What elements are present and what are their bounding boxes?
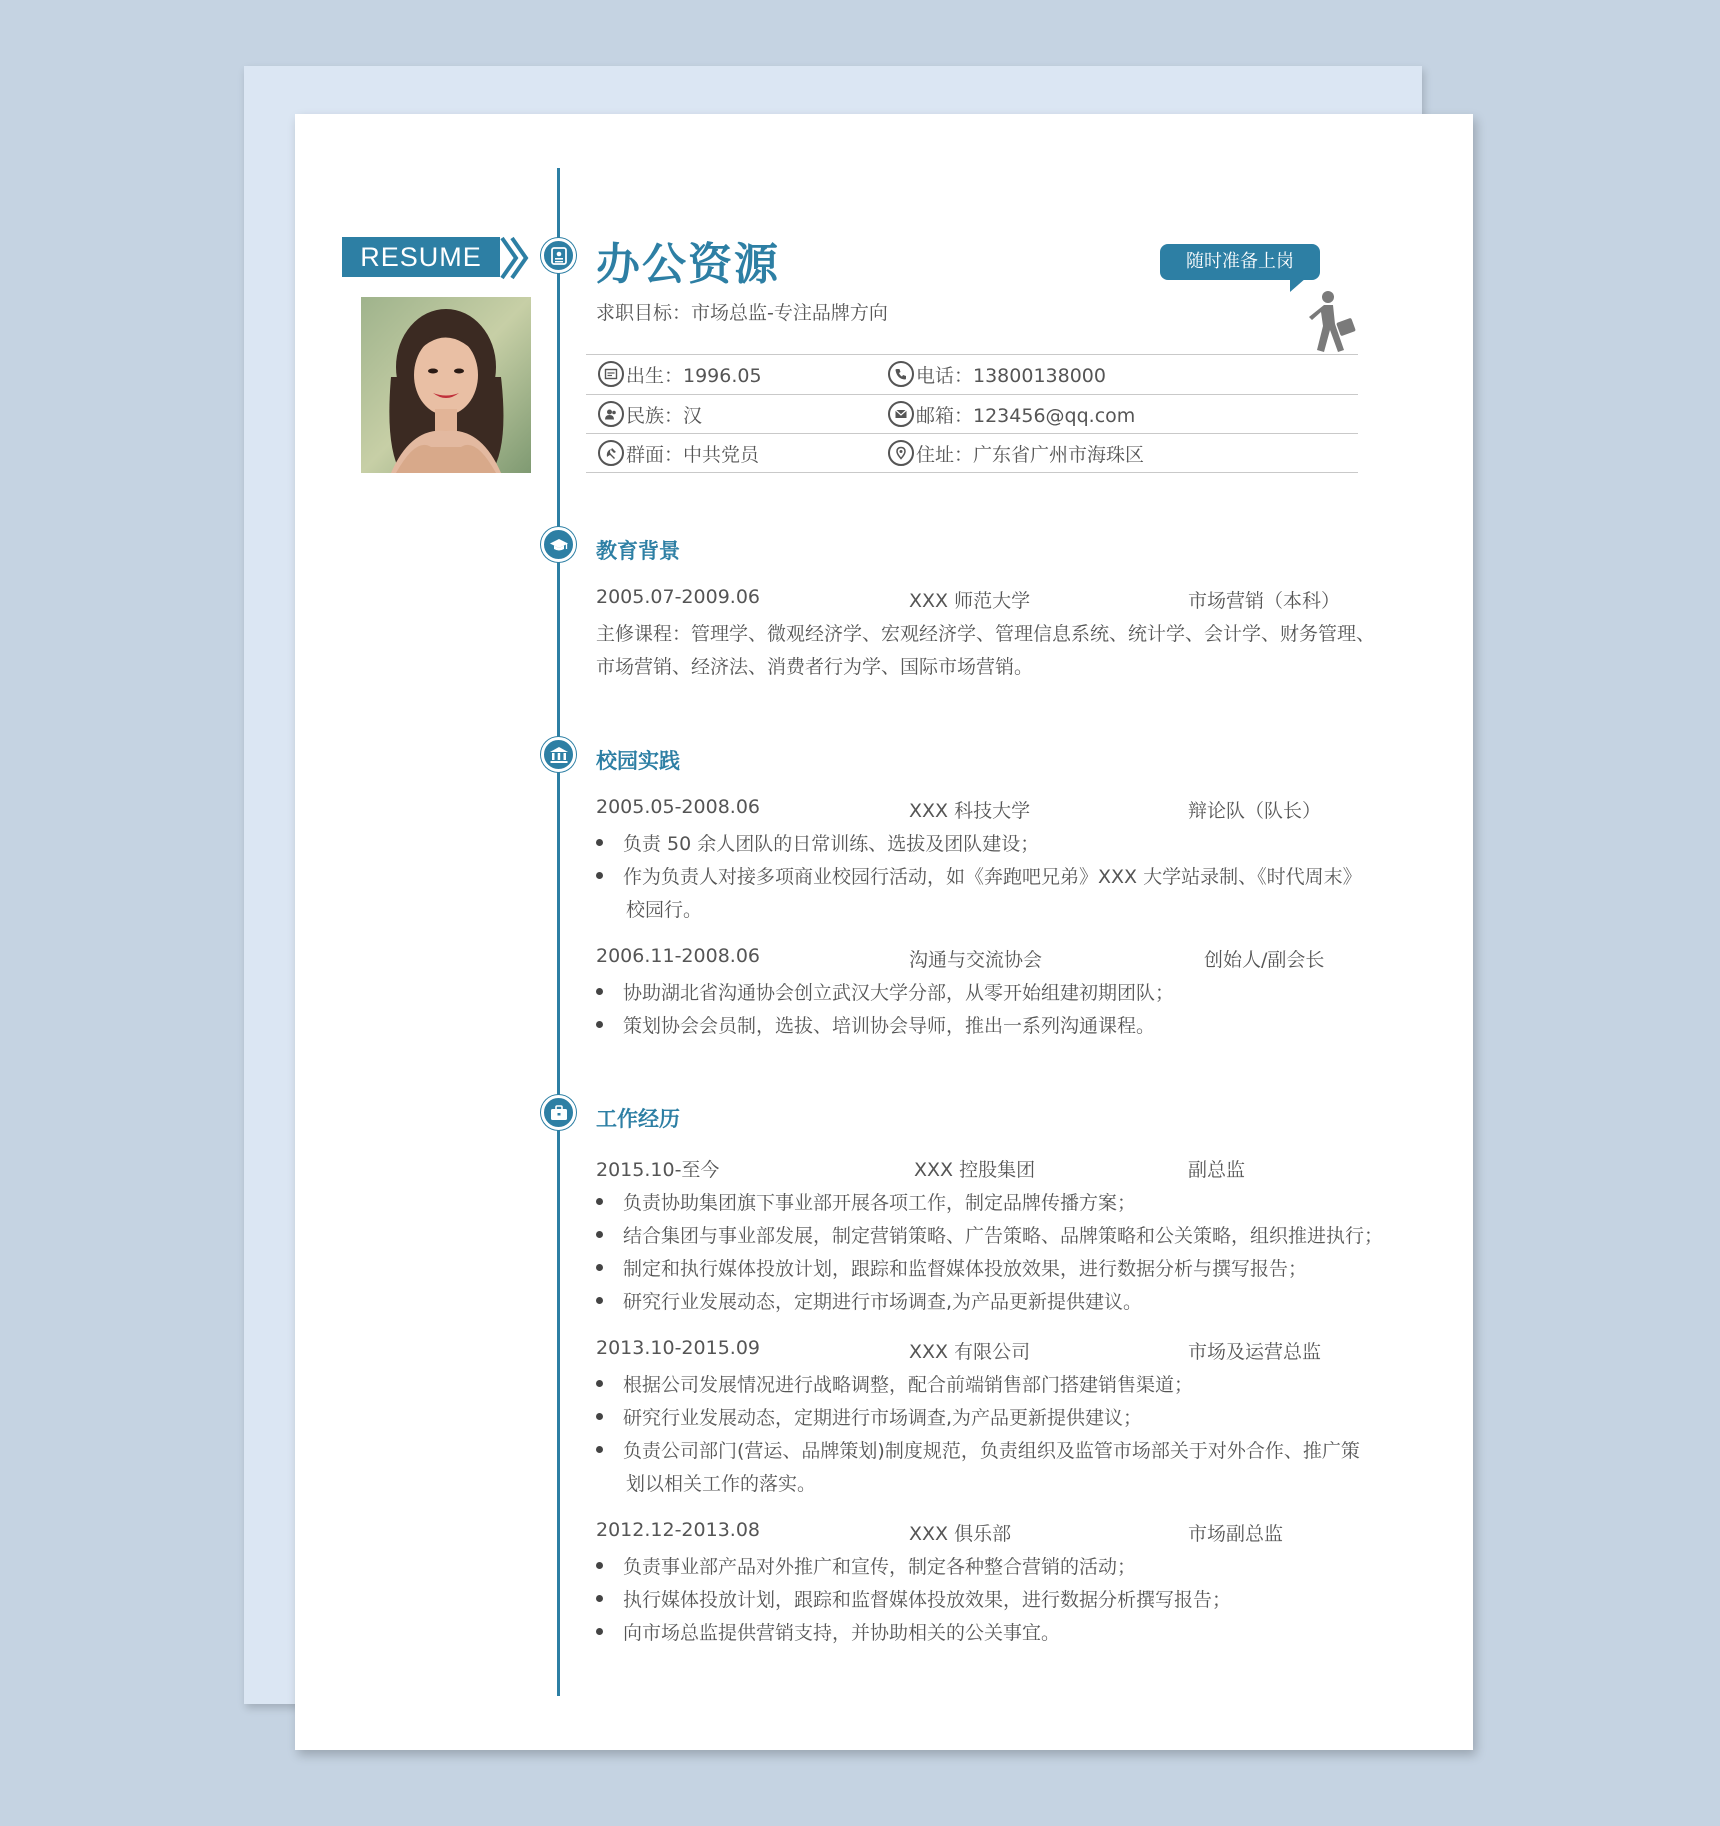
campus-org: 沟通与交流协会 [909,949,1043,971]
list-item: 制定和执行媒体投放计划，跟踪和监督媒体投放效果，进行数据分析与撰写报告； [596,1254,1307,1281]
building-icon [541,737,576,772]
list-item: 研究行业发展动态，定期进行市场调查,为产品更新提供建议。 [596,1287,1142,1314]
emblem-icon [598,440,624,466]
job-objective: 求职目标：市场总监-专注品牌方向 [596,302,888,324]
work-org: XXX 控股集团 [914,1159,1036,1181]
list-item: 负责公司部门(营运、品牌策划)制度规范，负责组织及监管市场部关于对外合作、推广策 [596,1436,1360,1463]
edu-courses: 主修课程：管理学、微观经济学、宏观经济学、管理信息系统、统计学、会计学、财务管理、 [596,623,1376,645]
work-period: 2012.12-2013.08 [596,1519,760,1541]
work-period: 2013.10-2015.09 [596,1337,760,1359]
list-item: 作为负责人对接多项商业校园行活动，如《奔跑吧兄弟》XXX 大学站录制、《时代周末》 [596,862,1362,889]
campus-period: 2006.11-2008.06 [596,945,760,967]
info-divider [586,433,1358,434]
chevron-right-icon [500,236,530,280]
list-item: 负责事业部产品对外推广和宣传，制定各种整合营销的活动； [596,1552,1136,1579]
info-email [888,399,1135,429]
work-role: 市场及运营总监 [1188,1341,1322,1363]
briefcase-icon [541,1095,576,1130]
calendar-icon [598,361,624,387]
work-period: 2015.10-至今 [596,1159,720,1181]
info-birth-text: 出生：1996.05 [626,364,762,387]
info-divider [586,354,1358,355]
info-divider [586,394,1358,395]
edu-period: 2005.07-2009.06 [596,586,760,608]
list-item: 执行媒体投放计划，跟踪和监督媒体投放效果，进行数据分析撰写报告； [596,1585,1231,1612]
timeline-line [557,168,560,1696]
person-icon [598,401,624,427]
info-address [888,438,1144,468]
campus-org: XXX 科技大学 [909,800,1031,822]
campus-period: 2005.05-2008.06 [596,796,760,818]
status-bubble: 随时准备上岗 [1160,244,1320,280]
list-item: 协助湖北省沟通协会创立武汉大学分部，从零开始组建初期团队； [596,978,1174,1005]
list-item: 根据公司发展情况进行战略调整，配合前端销售部门搭建销售渠道； [596,1370,1193,1397]
info-birth [598,359,762,389]
candidate-name: 办公资源 [596,239,780,290]
edu-major: 市场营销（本科） [1188,590,1341,612]
edu-school: XXX 师范大学 [909,590,1031,612]
info-phone-text: 电话：13800138000 [916,364,1106,387]
section-title-education: 教育背景 [596,539,680,563]
graduation-cap-icon [541,527,576,562]
info-address-text: 住址：广东省广州市海珠区 [916,443,1145,466]
location-pin-icon [888,440,914,466]
list-item: 负责协助集团旗下事业部开展各项工作，制定品牌传播方案； [596,1188,1136,1215]
section-title-campus: 校园实践 [596,749,680,773]
profile-photo [361,297,531,473]
work-role: 副总监 [1188,1159,1246,1181]
work-org: XXX 有限公司 [909,1341,1031,1363]
list-item-cont: 划以相关工作的落实。 [626,1473,817,1495]
walking-person-icon [1306,290,1360,354]
resume-tag: RESUME [342,237,500,277]
bubble-tail [1290,278,1306,292]
id-card-icon [541,238,576,273]
info-ethnicity [598,399,702,429]
info-email-text: 邮箱：123456@qq.com [916,404,1136,427]
work-role: 市场副总监 [1188,1523,1284,1545]
mail-icon [888,401,914,427]
list-item: 研究行业发展动态，定期进行市场调查,为产品更新提供建议； [596,1403,1142,1430]
info-phone [888,359,1106,389]
work-org: XXX 俱乐部 [909,1523,1012,1545]
edu-courses-cont: 市场营销、经济法、消费者行为学、国际市场营销。 [596,656,1034,678]
list-item: 结合集团与事业部发展，制定营销策略、广告策略、品牌策略和公关策略，组织推进执行； [596,1221,1383,1248]
info-ethnicity-text: 民族：汉 [626,404,703,427]
info-politics-text: 群面：中共党员 [626,443,760,466]
list-item: 负责 50 余人团队的日常训练、选拔及团队建设； [596,829,1039,856]
section-title-work: 工作经历 [596,1107,680,1131]
info-politics [598,438,759,468]
campus-role: 辩论队（队长） [1188,800,1322,822]
phone-icon [888,361,914,387]
list-item-cont: 校园行。 [626,899,703,921]
list-item: 向市场总监提供营销支持，并协助相关的公关事宜。 [596,1618,1060,1645]
list-item: 策划协会会员制，选拔、培训协会导师，推出一系列沟通课程。 [596,1011,1155,1038]
info-divider [586,472,1358,473]
campus-role: 创始人/副会长 [1204,949,1325,971]
